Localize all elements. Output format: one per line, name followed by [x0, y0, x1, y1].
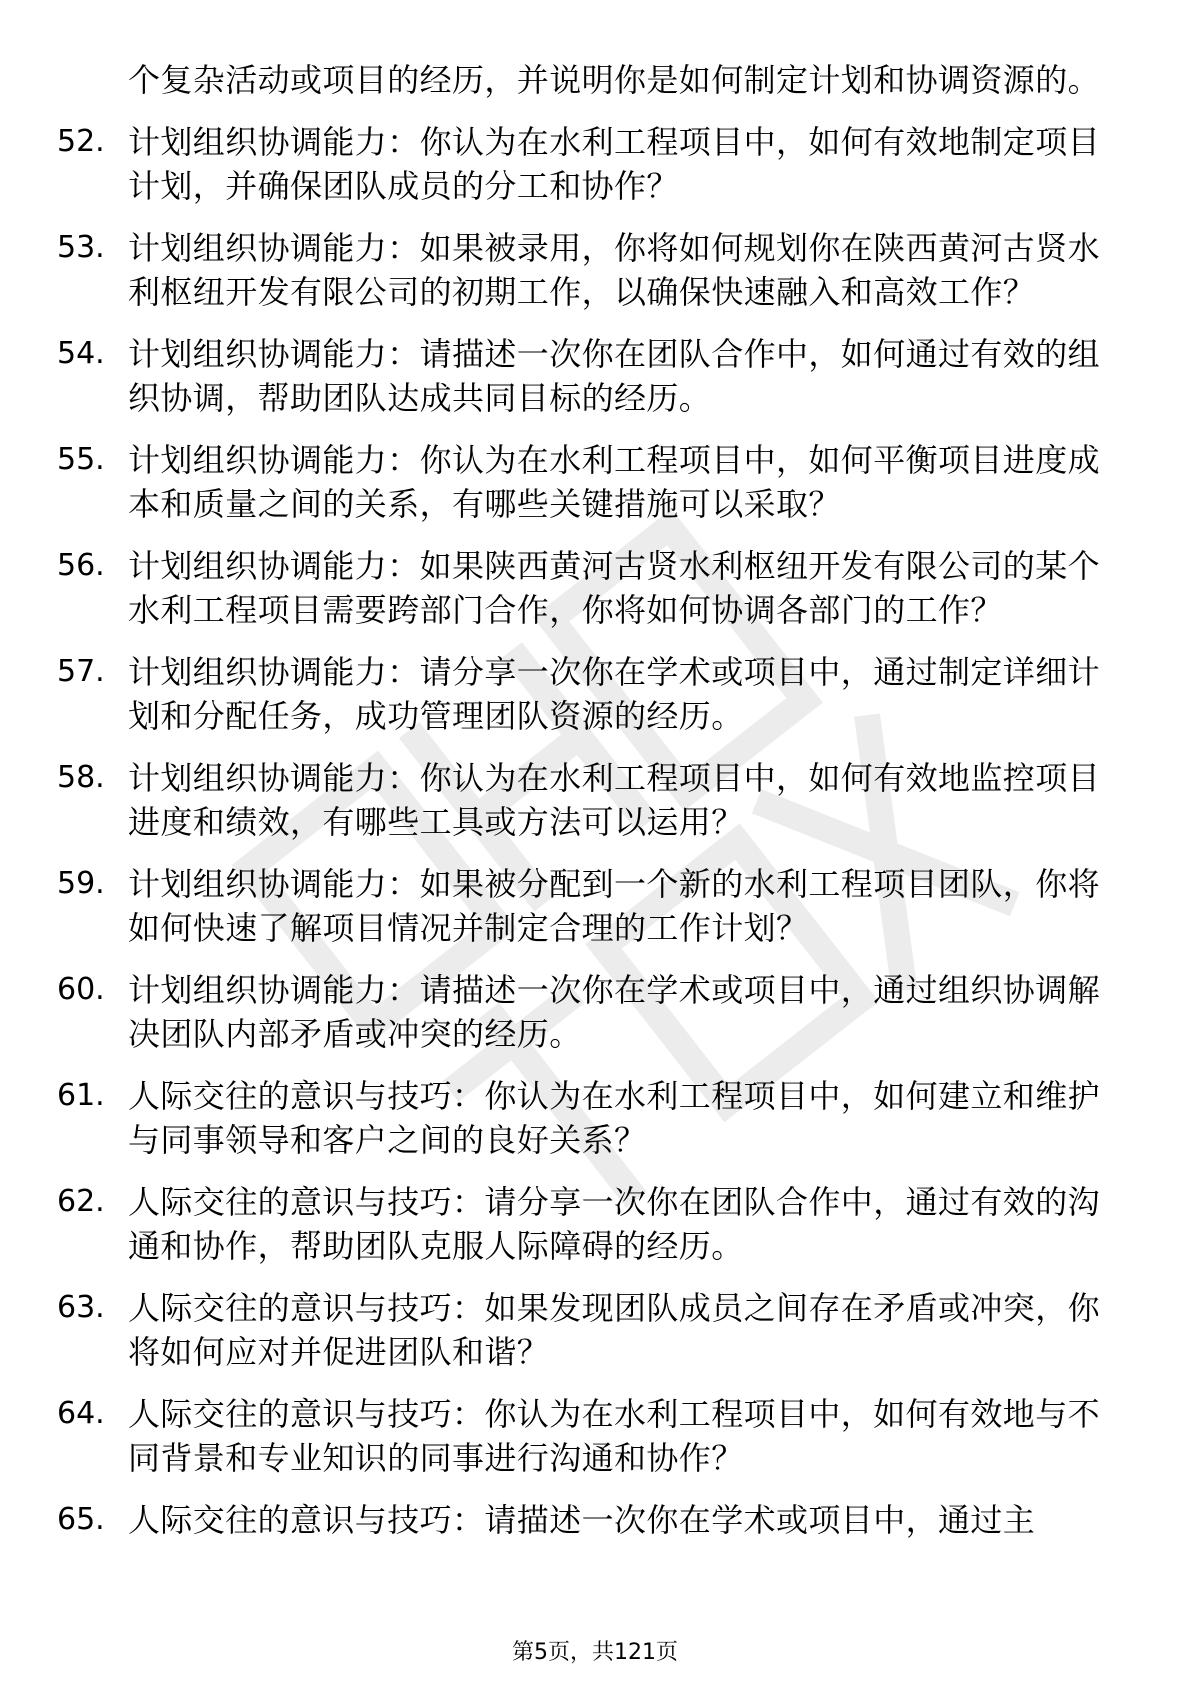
question-text: 人际交往的意识与技巧：请分享一次你在团队合作中，通过有效的沟通和协作，帮助团队克服人际障碍的经历。 — [128, 1183, 1101, 1265]
list-item — [0, 862, 1190, 950]
question-text: 人际交往的意识与技巧：你认为在水利工程项目中，如何建立和维护与同事领导和客户之间的良好关系？ — [128, 1077, 1101, 1159]
question-text: 计划组织协调能力：你认为在水利工程项目中，如何有效地监控项目进度和绩效，有哪些工具或方法可以运用？ — [128, 759, 1101, 841]
question-text: 计划组织协调能力：请分享一次你在学术或项目中，通过制定详细计划和分配任务，成功管理团队资源的经历。 — [128, 653, 1101, 735]
list-item — [0, 1286, 1190, 1374]
question-text: 计划组织协调能力：你认为在水利工程项目中，如何有效地制定项目计划，并确保团队成员的分工和协作？ — [128, 123, 1101, 205]
question-number: 60. — [57, 972, 105, 1007]
question-number: 52. — [57, 124, 105, 159]
question-text: 人际交往的意识与技巧：你认为在水利工程项目中，如何有效地与不同背景和专业知识的同事进行沟通和协作？ — [128, 1395, 1101, 1477]
question-number: 57. — [57, 654, 105, 689]
continuation-text: 个复杂活动或项目的经历，并说明你是如何制定计划和协调资源的。 — [128, 61, 1101, 99]
list-item — [0, 120, 1190, 208]
question-number: 59. — [57, 866, 105, 901]
question-text: 计划组织协调能力：请描述一次你在团队合作中，如何通过有效的组织协调，帮助团队达成共同目标的经历。 — [128, 335, 1101, 417]
question-text: 人际交往的意识与技巧：请描述一次你在学术或项目中，通过主 — [128, 1501, 1036, 1539]
list-item — [0, 1180, 1190, 1268]
question-number: 63. — [57, 1290, 105, 1325]
question-text: 计划组织协调能力：如果被录用，你将如何规划你在陕西黄河古贤水利枢纽开发有限公司的初期工作，以确保快速融入和高效工作？ — [128, 229, 1101, 311]
list-item — [0, 226, 1190, 314]
list-item-continuation — [0, 58, 1190, 102]
list-item — [0, 544, 1190, 632]
question-text: 人际交往的意识与技巧：如果发现团队成员之间存在矛盾或冲突，你将如何应对并促进团队和谐？ — [128, 1289, 1101, 1371]
question-number: 64. — [57, 1396, 105, 1431]
page-footer: 第5页，共121页 — [512, 1640, 678, 1665]
question-number: 61. — [57, 1078, 105, 1113]
list-item — [0, 968, 1190, 1056]
question-text: 计划组织协调能力：如果被分配到一个新的水利工程项目团队，你将如何快速了解项目情况并制定合理的工作计划？ — [128, 865, 1101, 947]
list-item — [0, 650, 1190, 738]
question-number: 54. — [57, 336, 105, 371]
question-list — [0, 58, 1190, 1560]
list-item — [0, 1498, 1190, 1542]
list-item — [0, 438, 1190, 526]
question-number: 55. — [57, 442, 105, 477]
question-text: 计划组织协调能力：请描述一次你在学术或项目中，通过组织协调解决团队内部矛盾或冲突的经历。 — [128, 971, 1101, 1053]
list-item — [0, 1074, 1190, 1162]
list-item — [0, 332, 1190, 420]
question-number: 65. — [57, 1502, 105, 1537]
question-number: 53. — [57, 230, 105, 265]
question-number: 58. — [57, 760, 105, 795]
question-number: 62. — [57, 1184, 105, 1219]
question-text: 计划组织协调能力：如果陕西黄河古贤水利枢纽开发有限公司的某个水利工程项目需要跨部门合作，你将如何协调各部门的工作？ — [128, 547, 1101, 629]
question-text: 计划组织协调能力：你认为在水利工程项目中，如何平衡项目进度成本和质量之间的关系，有哪些关键措施可以采取？ — [128, 441, 1101, 523]
list-item — [0, 1392, 1190, 1480]
list-item — [0, 756, 1190, 844]
question-number: 56. — [57, 548, 105, 583]
